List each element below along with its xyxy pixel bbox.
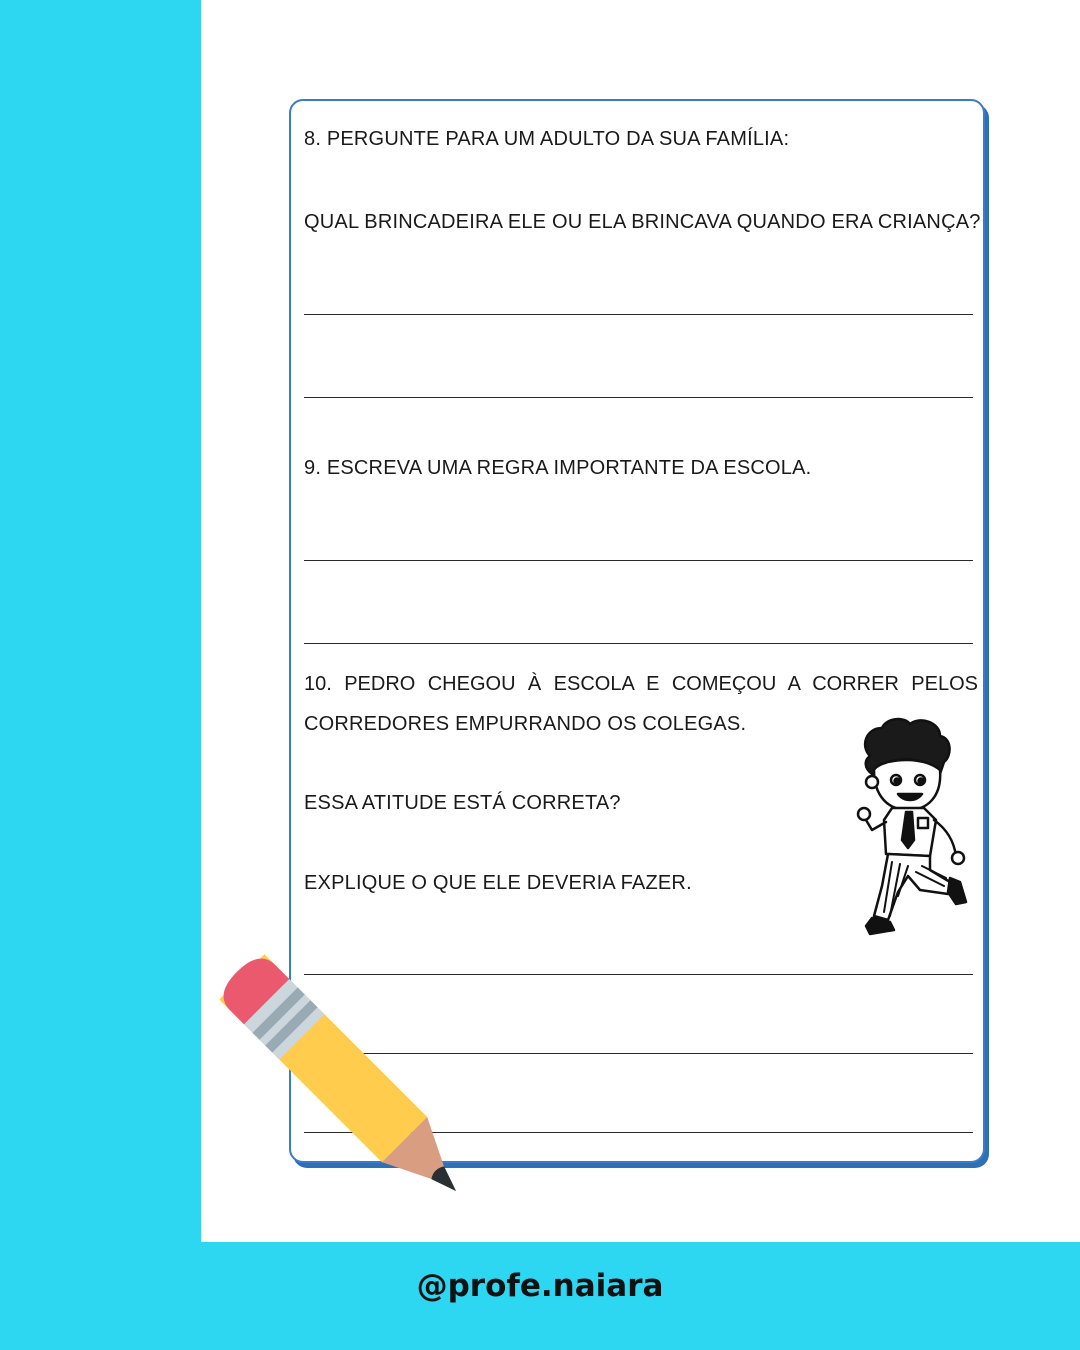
question-10-prompt: ESSA ATITUDE ESTÁ CORRETA?: [304, 792, 621, 814]
question-10-text: CORREDORES EMPURRANDO OS COLEGAS.: [304, 713, 747, 735]
question-8-prompt: QUAL BRINCADEIRA ELE OU ELA BRINCAVA QUANDO ERA CRIANÇA?: [304, 211, 981, 233]
question-10-title: 10. PEDRO CHEGOU À ESCOLA E COMEÇOU A CORRER PELOS: [304, 673, 978, 695]
question-10-instruction: EXPLIQUE O QUE ELE DEVERIA FAZER.: [304, 872, 692, 894]
question-8-title: 8. PERGUNTE PARA UM ADULTO DA SUA FAMÍLIA:: [304, 128, 790, 150]
question-9-title: 9. ESCREVA UMA REGRA IMPORTANTE DA ESCOLA.: [304, 457, 812, 479]
answer-line[interactable]: [304, 397, 973, 398]
answer-line[interactable]: [304, 314, 973, 315]
answer-line[interactable]: [304, 560, 973, 561]
answer-line[interactable]: [304, 643, 973, 644]
author-handle: @profe.naiara: [416, 1268, 664, 1304]
pencil-icon: [190, 930, 520, 1250]
running-boy-illustration: [848, 716, 978, 944]
